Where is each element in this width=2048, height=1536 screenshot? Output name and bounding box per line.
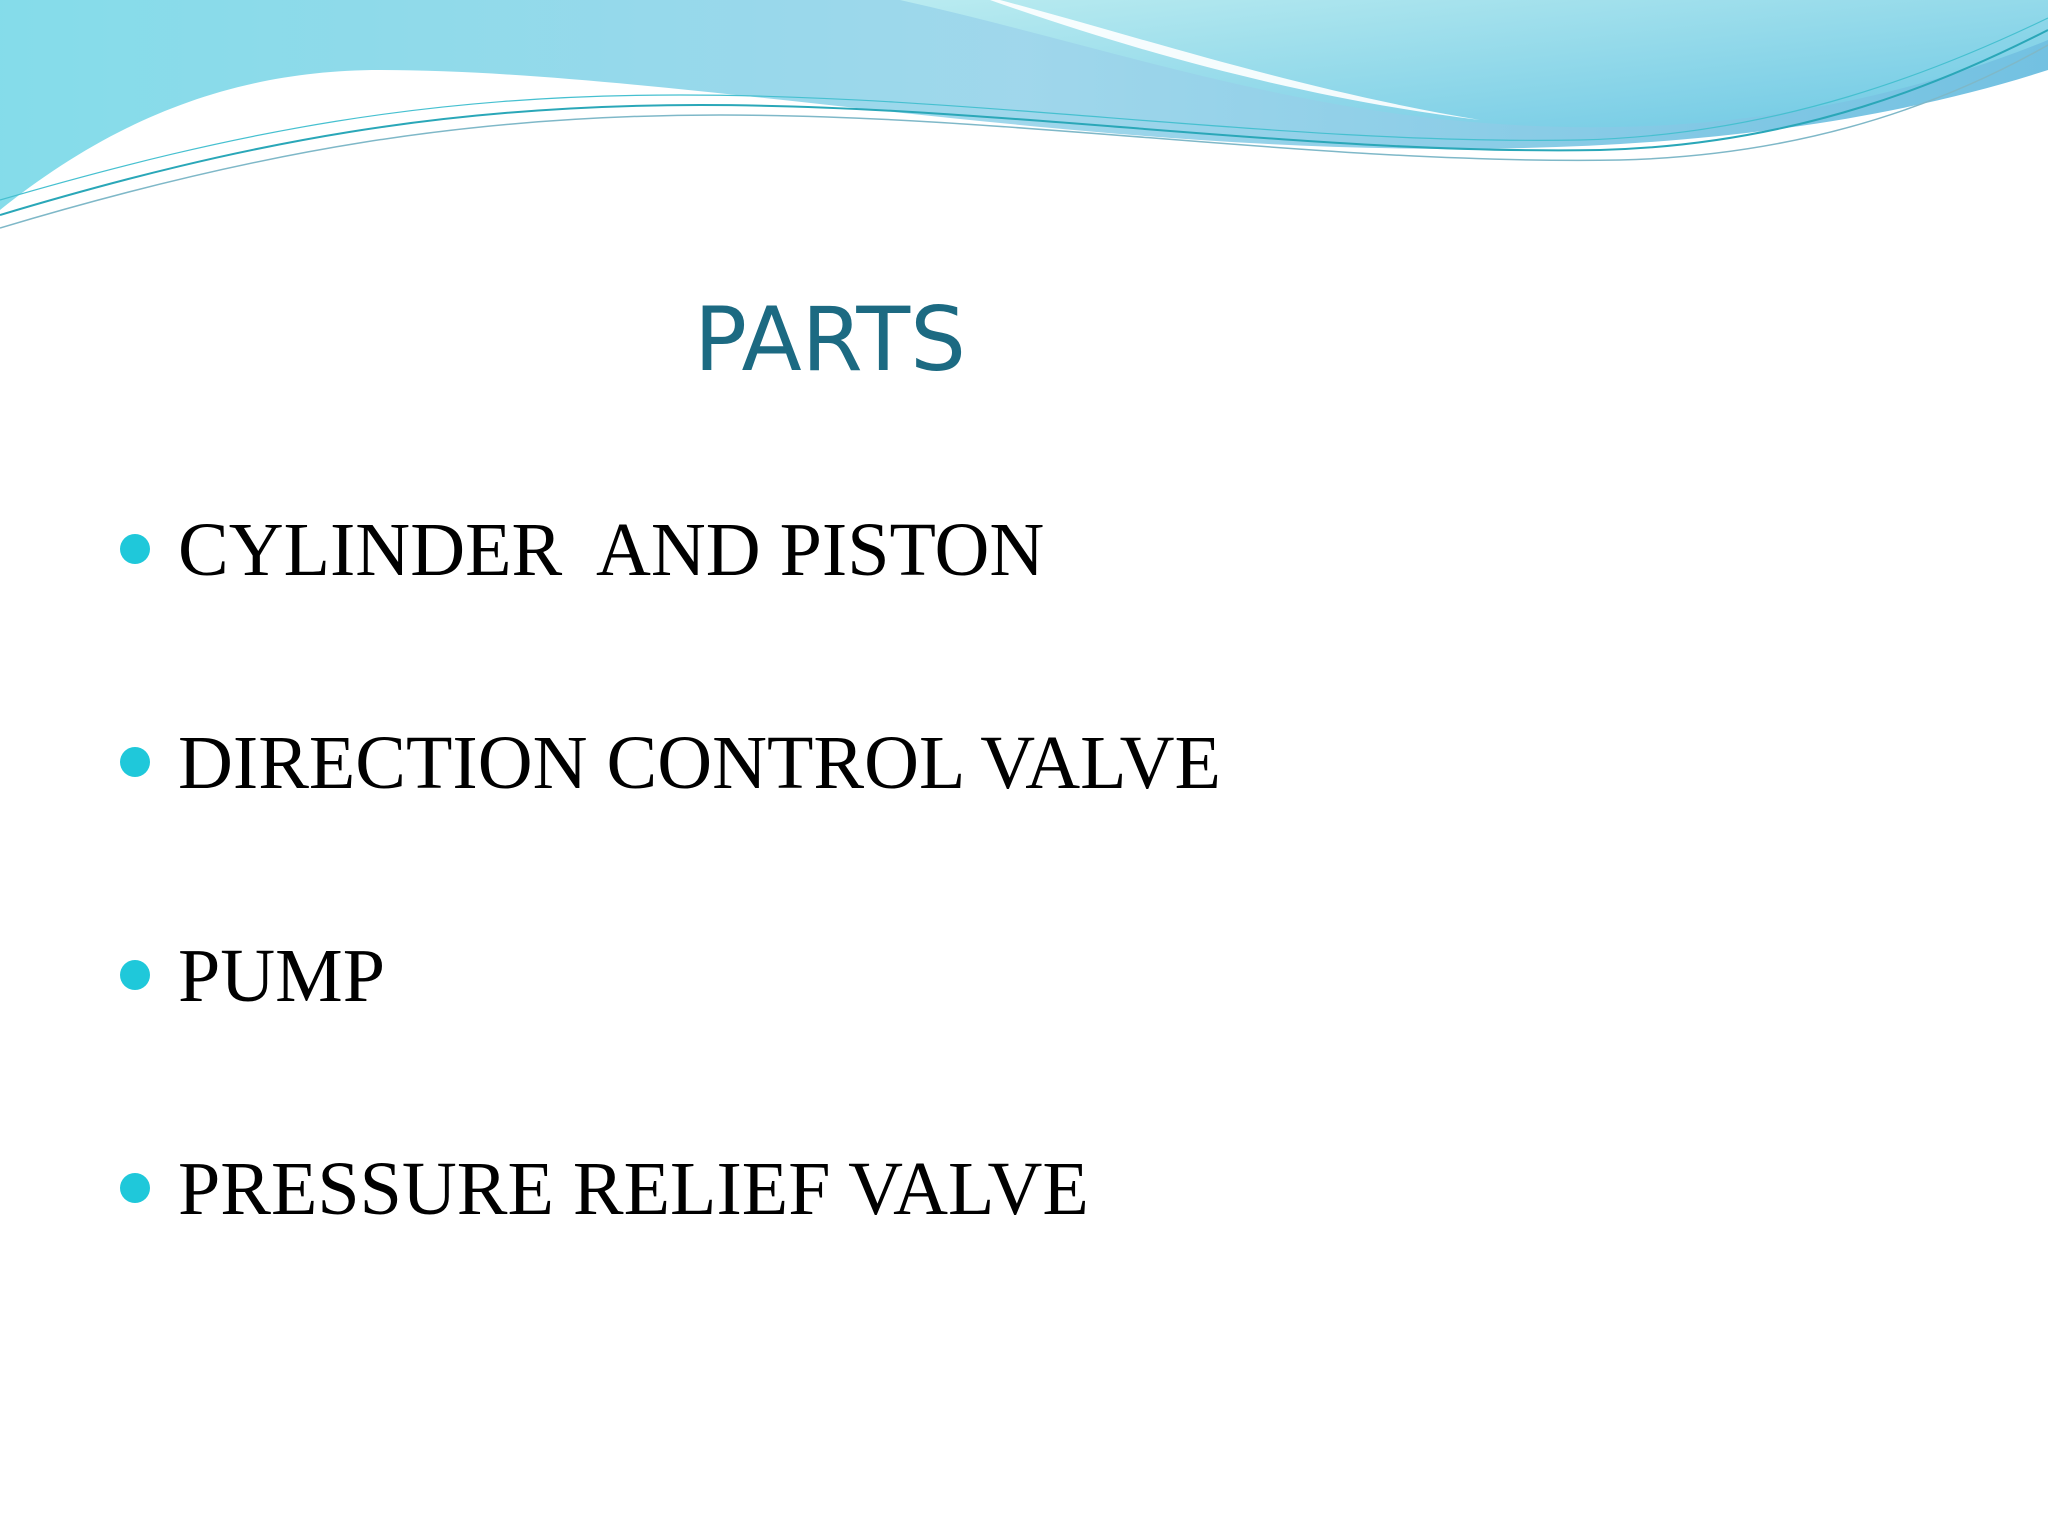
bullet-text: PUMP [178,934,385,1018]
header-wave-decoration [0,0,2048,240]
bullet-text: DIRECTION CONTROL VALVE [178,721,1221,805]
slide-title: PARTS [694,288,966,391]
list-item [120,1129,1221,1342]
list-item [120,916,1221,1129]
bullet-dot-icon [120,534,150,564]
bullet-dot-icon [120,960,150,990]
list-item [120,703,1221,916]
list-item [120,490,1221,703]
bullet-dot-icon [120,747,150,777]
bullet-dot-icon [120,1173,150,1203]
bullet-list [120,490,1221,1342]
bullet-text: PRESSURE RELIEF VALVE [178,1147,1089,1231]
bullet-text: CYLINDER AND PISTON [178,508,1045,592]
